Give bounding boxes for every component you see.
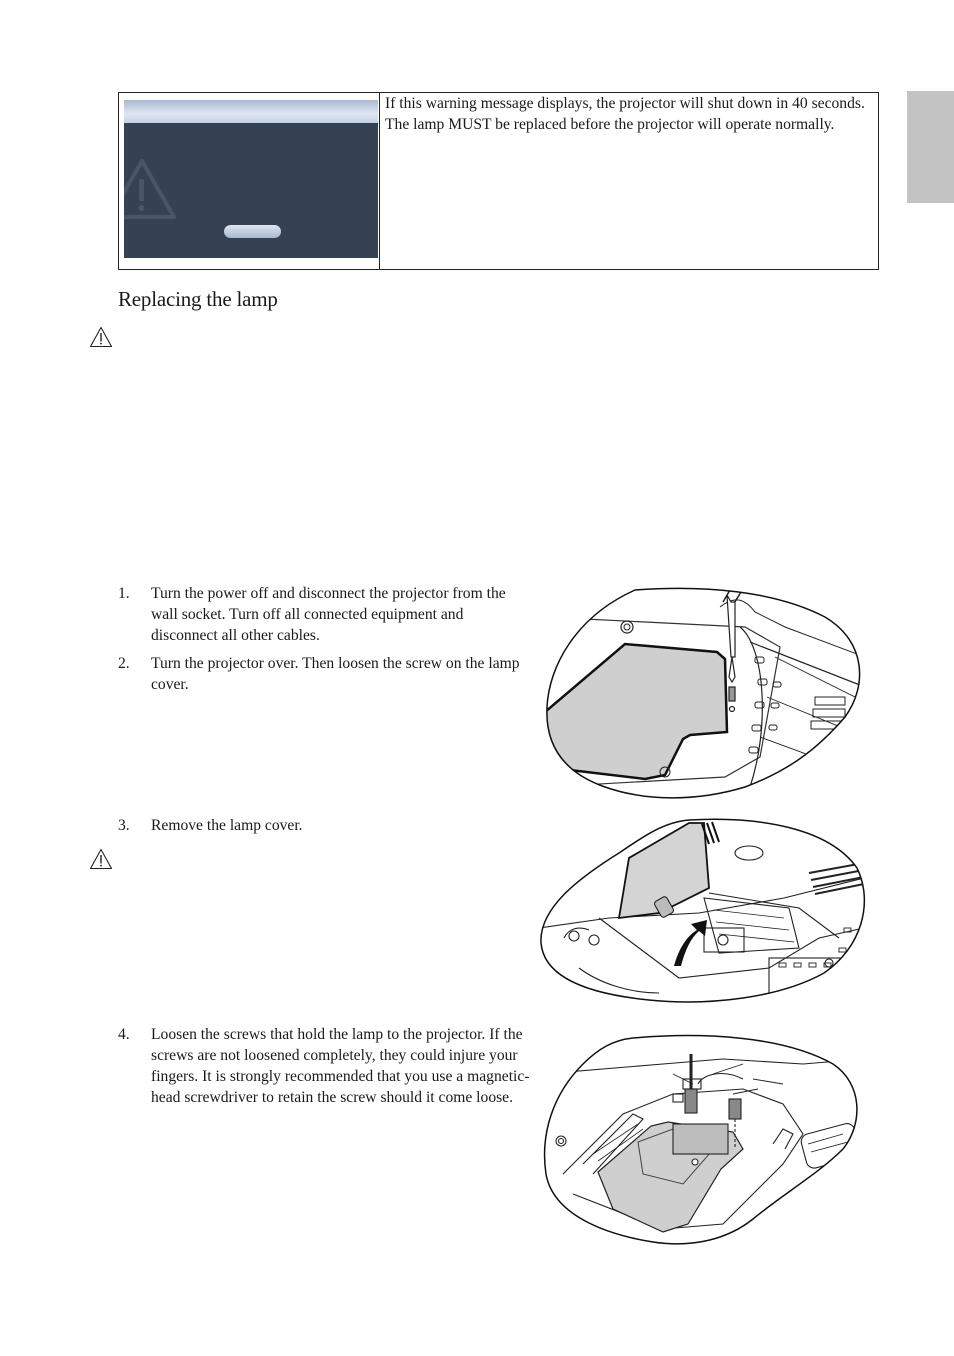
step-number: 1. (118, 585, 130, 602)
osd-ok-button (224, 225, 281, 238)
osd-title-bar (124, 100, 378, 123)
step-text: Turn the power off and disconnect the projector from the wall socket. Turn off all connected equipment and disconnect all other cables. (151, 585, 506, 644)
side-tab (907, 91, 954, 203)
caution-triangle-icon (89, 848, 113, 870)
section-title: Replacing the lamp (118, 287, 278, 311)
step-text: Remove the lamp cover. (151, 817, 303, 834)
step-text: Turn the projector over. Then loosen the screw on the lamp cover. (151, 655, 520, 693)
step-text: Loosen the screws that hold the lamp to the projector. If the screws are not loosened completely, they could injure your fingers. It is strongly recommended that you use a magnetic-head screwdriver to retain the screw should it come loose. (151, 1026, 530, 1106)
table-divider (379, 93, 380, 269)
warning-table (118, 92, 879, 270)
lamp-cover-screw-illustration (545, 587, 865, 803)
warning-description: If this warning message displays, the projector will shut down in 40 seconds. The lamp MUST be replaced before the projector will operate normally. (385, 95, 865, 133)
osd-warning-screenshot (124, 100, 378, 258)
loosen-lamp-screws-illustration (543, 1034, 861, 1248)
step-number: 3. (118, 817, 130, 834)
step-number: 4. (118, 1026, 130, 1043)
osd-warning-icon (124, 155, 184, 225)
step-number: 2. (118, 655, 130, 672)
caution-triangle-icon (89, 326, 113, 348)
remove-lamp-cover-illustration (539, 818, 867, 1006)
